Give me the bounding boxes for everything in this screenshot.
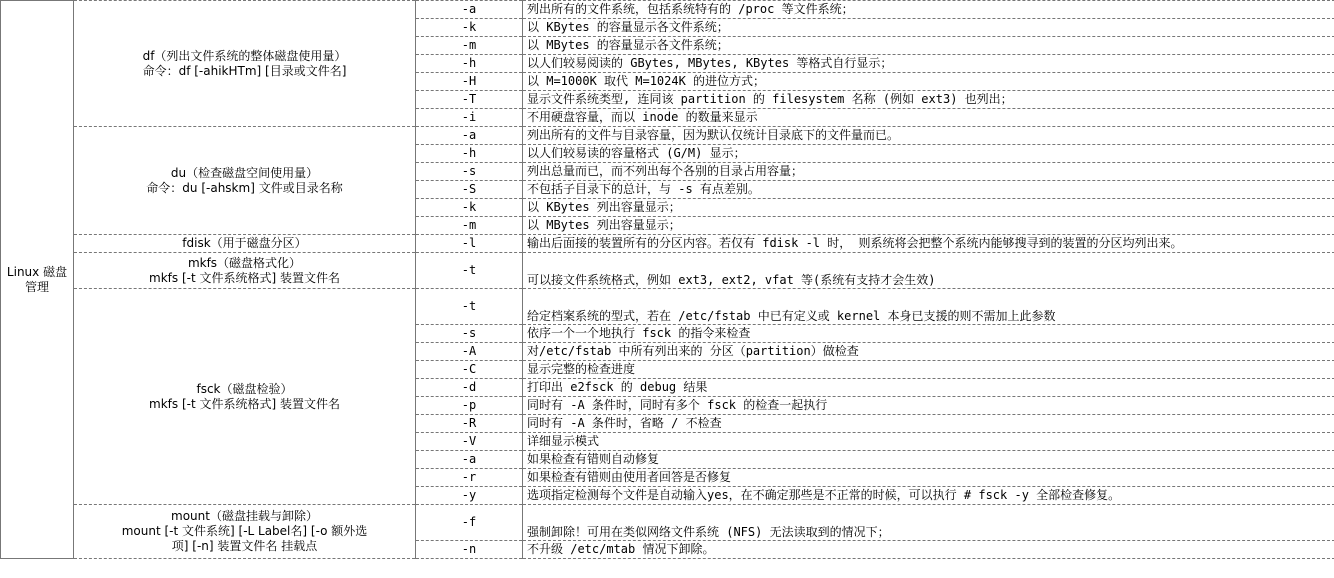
option-cell: -S	[416, 181, 523, 199]
category-cell: Linux 磁盘管理	[1, 1, 74, 559]
command-line-text: 命令：du [-ahskm] 文件或目录名称	[146, 180, 343, 195]
description-cell: 以 MBytes 列出容量显示；	[523, 217, 1334, 235]
option-cell: -p	[416, 397, 523, 415]
description-cell: 选项指定检测每个文件是自动输入yes，在不确定那些是不正常的时候，可以执行 # fsck -y 全部检查修复。	[523, 487, 1334, 505]
command-line-text: 项] [-n] 装置文件名 挂载点	[171, 539, 318, 553]
command-group-cell	[74, 253, 416, 289]
command-group-cell	[74, 1, 416, 127]
command-line-text: mount [-t 文件系统] [-L Label名] [-o 额外选	[121, 524, 368, 538]
option-cell: -i	[416, 109, 523, 127]
description-cell: 如果检查有错则由使用者回答是否修复	[523, 469, 1334, 487]
option-cell: -R	[416, 415, 523, 433]
description-cell: 同时有 -A 条件时，省略 / 不检查	[523, 415, 1334, 433]
command-line-text: df（列出文件系统的整体磁盘使用量）	[142, 48, 347, 63]
table-row	[1, 1, 1334, 19]
command-group-cell	[74, 127, 416, 235]
description-cell: 对/etc/fstab 中所有列出来的 分区（partition）做检查	[523, 343, 1334, 361]
description-cell: 以 MBytes 的容量显示各文件系统；	[523, 37, 1334, 55]
option-cell: -l	[416, 235, 523, 253]
option-cell: -V	[416, 433, 523, 451]
option-cell: -a	[416, 451, 523, 469]
description-cell: 以人们较易读的容量格式 (G/M) 显示；	[523, 145, 1334, 163]
option-cell: -t	[416, 289, 523, 325]
command-group-cell	[74, 289, 416, 505]
option-cell: -r	[416, 469, 523, 487]
table-row	[1, 505, 1334, 541]
table-row	[1, 253, 1334, 289]
description-cell: 以 KBytes 列出容量显示；	[523, 199, 1334, 217]
option-cell: -C	[416, 361, 523, 379]
command-line-text: fsck（磁盘检验）	[196, 381, 293, 396]
table-row	[1, 289, 1334, 325]
option-cell: -A	[416, 343, 523, 361]
description-cell: 给定档案系统的型式，若在 /etc/fstab 中已有定义或 kernel 本身已支援的则不需加上此参数	[523, 289, 1334, 325]
option-cell: -T	[416, 91, 523, 109]
description-cell: 以人们较易阅读的 GBytes, MBytes, KBytes 等格式自行显示；	[523, 55, 1334, 73]
description-cell: 列出总量而已，而不列出每个各别的目录占用容量；	[523, 163, 1334, 181]
description-cell: 同时有 -A 条件时，同时有多个 fsck 的检查一起执行	[523, 397, 1334, 415]
description-cell: 显示完整的检查进度	[523, 361, 1334, 379]
description-cell: 可以接文件系统格式，例如 ext3, ext2, vfat 等(系统有支持才会生效)	[523, 253, 1334, 289]
table-row	[1, 235, 1334, 253]
option-cell: -s	[416, 163, 523, 181]
option-cell: -k	[416, 199, 523, 217]
description-cell: 如果检查有错则自动修复	[523, 451, 1334, 469]
command-line-text: fdisk（用于磁盘分区）	[182, 236, 307, 250]
option-cell: -H	[416, 73, 523, 91]
option-cell: -m	[416, 217, 523, 235]
description-cell: 以 M=1000K 取代 M=1024K 的进位方式；	[523, 73, 1334, 91]
description-cell: 强制卸除！可用在类似网络文件系统 (NFS) 无法读取到的情况下；	[523, 505, 1334, 541]
description-cell: 不包括子目录下的总计，与 -s 有点差别。	[523, 181, 1334, 199]
description-cell: 打印出 e2fsck 的 debug 结果	[523, 379, 1334, 397]
description-cell: 以 KBytes 的容量显示各文件系统；	[523, 19, 1334, 37]
table-row	[1, 127, 1334, 145]
option-cell: -a	[416, 1, 523, 19]
description-cell: 详细显示模式	[523, 433, 1334, 451]
command-line-text: mkfs [-t 文件系统格式] 装置文件名	[149, 396, 340, 411]
command-line-text: 命令：df [-ahikHTm] [目录或文件名]	[142, 63, 347, 78]
option-cell: -y	[416, 487, 523, 505]
description-cell: 列出所有的文件系统，包括系统特有的 /proc 等文件系统；	[523, 1, 1334, 19]
command-line-text: mkfs（磁盘格式化）	[187, 255, 302, 270]
command-line-text: mkfs [-t 文件系统格式] 装置文件名	[149, 270, 340, 285]
option-cell: -d	[416, 379, 523, 397]
command-group-cell	[74, 235, 416, 253]
description-cell: 不用硬盘容量，而以 inode 的数量来显示	[523, 109, 1334, 127]
option-cell: -f	[416, 505, 523, 541]
option-cell: -s	[416, 325, 523, 343]
command-line-text: mount（磁盘挂载与卸除）	[171, 509, 318, 523]
description-cell: 不升级 /etc/mtab 情况下卸除。	[523, 541, 1334, 559]
option-cell: -k	[416, 19, 523, 37]
command-line-text: du（检查磁盘空间使用量）	[170, 165, 319, 180]
description-cell: 列出所有的文件与目录容量，因为默认仅统计目录底下的文件量而已。	[523, 127, 1334, 145]
option-cell: -n	[416, 541, 523, 559]
description-cell: 显示文件系统类型, 连同该 partition 的 filesystem 名称 (例如 ext3) 也列出；	[523, 91, 1334, 109]
option-cell: -m	[416, 37, 523, 55]
option-cell: -t	[416, 253, 523, 289]
description-cell: 依序一个一个地执行 fsck 的指令来检查	[523, 325, 1334, 343]
option-cell: -h	[416, 55, 523, 73]
description-cell: 输出后面接的装置所有的分区内容。若仅有 fdisk -l 时， 则系统将会把整个系统内能够搜寻到的装置的分区均列出来。	[523, 235, 1334, 253]
option-cell: -a	[416, 127, 523, 145]
command-group-cell	[74, 505, 416, 559]
option-cell: -h	[416, 145, 523, 163]
